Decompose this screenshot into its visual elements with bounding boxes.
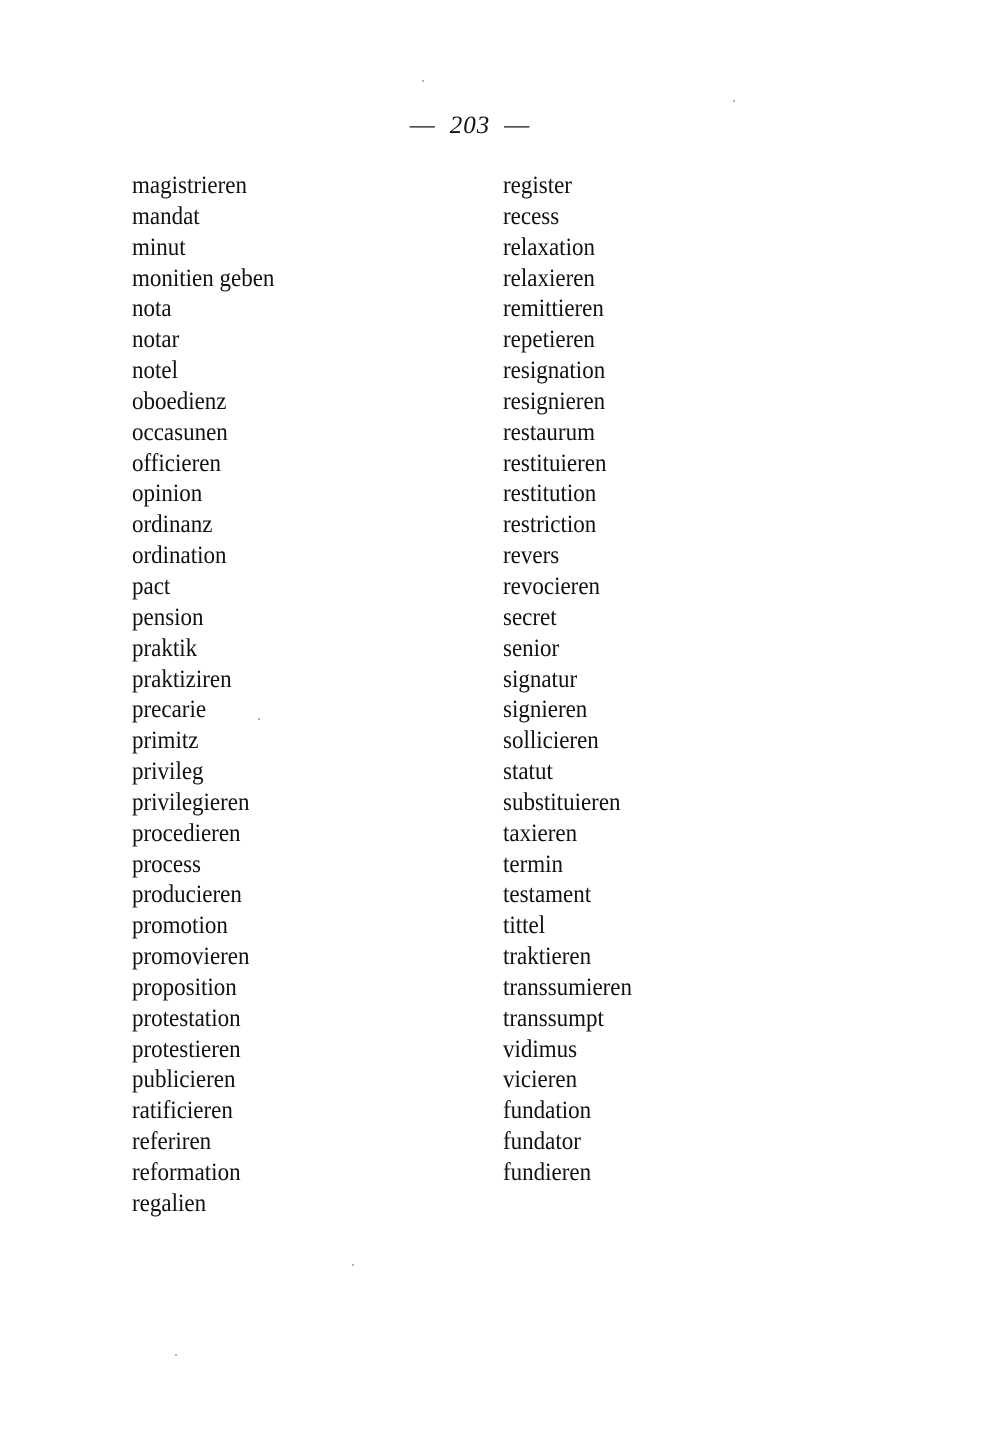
right-column-word: revocieren — [503, 572, 601, 600]
right-column-word: transsumieren — [503, 973, 633, 1001]
left-column-word: oboedienz — [132, 387, 227, 415]
left-column-word: publicieren — [132, 1066, 236, 1094]
right-column-word: secret — [503, 603, 557, 631]
left-column-word: officieren — [132, 449, 221, 477]
page-number-value: 203 — [449, 112, 491, 139]
word-list-right-column — [503, 168, 643, 1186]
left-column-word: primitz — [132, 727, 199, 755]
right-column-word: vicieren — [503, 1066, 578, 1094]
left-column-word: regalien — [132, 1189, 207, 1217]
scan-speck — [422, 80, 424, 82]
left-column-word: promovieren — [132, 943, 250, 971]
left-column-word: minut — [132, 233, 186, 261]
left-column-word: privilegieren — [132, 788, 250, 816]
left-column-word: magistrieren — [132, 172, 247, 199]
left-column-word: mandat — [132, 202, 200, 230]
right-column-word: tittel — [503, 912, 546, 940]
right-column-word: transsumpt — [503, 1004, 604, 1032]
right-column-word: recess — [503, 202, 560, 230]
left-column-word: procedieren — [132, 819, 241, 847]
right-column-word: traktieren — [503, 943, 592, 971]
right-column-word: termin — [503, 850, 564, 878]
left-column-word: process — [132, 850, 201, 878]
left-column-word: proposition — [132, 973, 237, 1001]
left-column-word: ratificieren — [132, 1097, 233, 1125]
left-column-word: protestieren — [132, 1035, 241, 1063]
right-column-word: vidimus — [503, 1035, 578, 1063]
left-column-word: protestation — [132, 1004, 241, 1032]
right-column-word: revers — [503, 542, 560, 570]
right-column-word: statut — [503, 758, 553, 786]
right-column-word: restaurum — [503, 418, 595, 446]
right-column-word: restituieren — [503, 449, 607, 477]
right-column-word: relaxieren — [503, 264, 595, 292]
right-column-word: register — [503, 172, 572, 199]
left-column-word: praktiziren — [132, 665, 232, 693]
left-column-word: opinion — [132, 480, 203, 508]
word-list-left-column — [132, 168, 287, 1217]
left-column-word: notel — [132, 357, 178, 385]
right-column-word: signieren — [503, 696, 588, 724]
scan-speck — [258, 718, 260, 720]
left-column-word: occasunen — [132, 418, 228, 446]
scan-speck — [733, 100, 735, 102]
right-column-word: resignation — [503, 357, 606, 385]
right-column-word: remittieren — [503, 295, 604, 323]
left-column-word: pact — [132, 572, 171, 600]
right-column-word: senior — [503, 634, 560, 662]
right-column-word: restitution — [503, 480, 597, 508]
right-column-word: signatur — [503, 665, 578, 693]
scan-speck — [352, 1264, 354, 1266]
left-column-word: promotion — [132, 912, 228, 940]
left-column-word: praktik — [132, 634, 198, 662]
right-column-word: taxieren — [503, 819, 578, 847]
right-column-word: substituieren — [503, 788, 621, 816]
left-column-word: monitien geben — [132, 264, 275, 292]
right-column-word: repetieren — [503, 326, 595, 354]
left-column-word: pension — [132, 603, 204, 631]
left-column-word: ordination — [132, 542, 227, 570]
scan-speck — [175, 1354, 177, 1356]
left-column-word: precarie — [132, 696, 207, 724]
right-column-word: fundieren — [503, 1159, 592, 1186]
right-column-word: fundation — [503, 1097, 592, 1125]
left-column-word: ordinanz — [132, 511, 213, 539]
left-column-word: reformation — [132, 1159, 241, 1186]
page-number-dash-left: — — [409, 112, 436, 139]
left-column-word: notar — [132, 326, 180, 354]
page-number-dash-right: — — [504, 112, 531, 139]
page-number — [0, 112, 940, 140]
right-column-word: relaxation — [503, 233, 595, 261]
right-column-word: sollicieren — [503, 727, 599, 755]
left-column-word: referiren — [132, 1128, 212, 1156]
right-column-word: resignieren — [503, 387, 606, 415]
right-column-word: fundator — [503, 1128, 581, 1156]
right-column-word: testament — [503, 881, 592, 909]
left-column-word: privileg — [132, 758, 204, 786]
left-column-word: nota — [132, 295, 172, 323]
right-column-word: restriction — [503, 511, 597, 539]
left-column-word: producieren — [132, 881, 242, 909]
